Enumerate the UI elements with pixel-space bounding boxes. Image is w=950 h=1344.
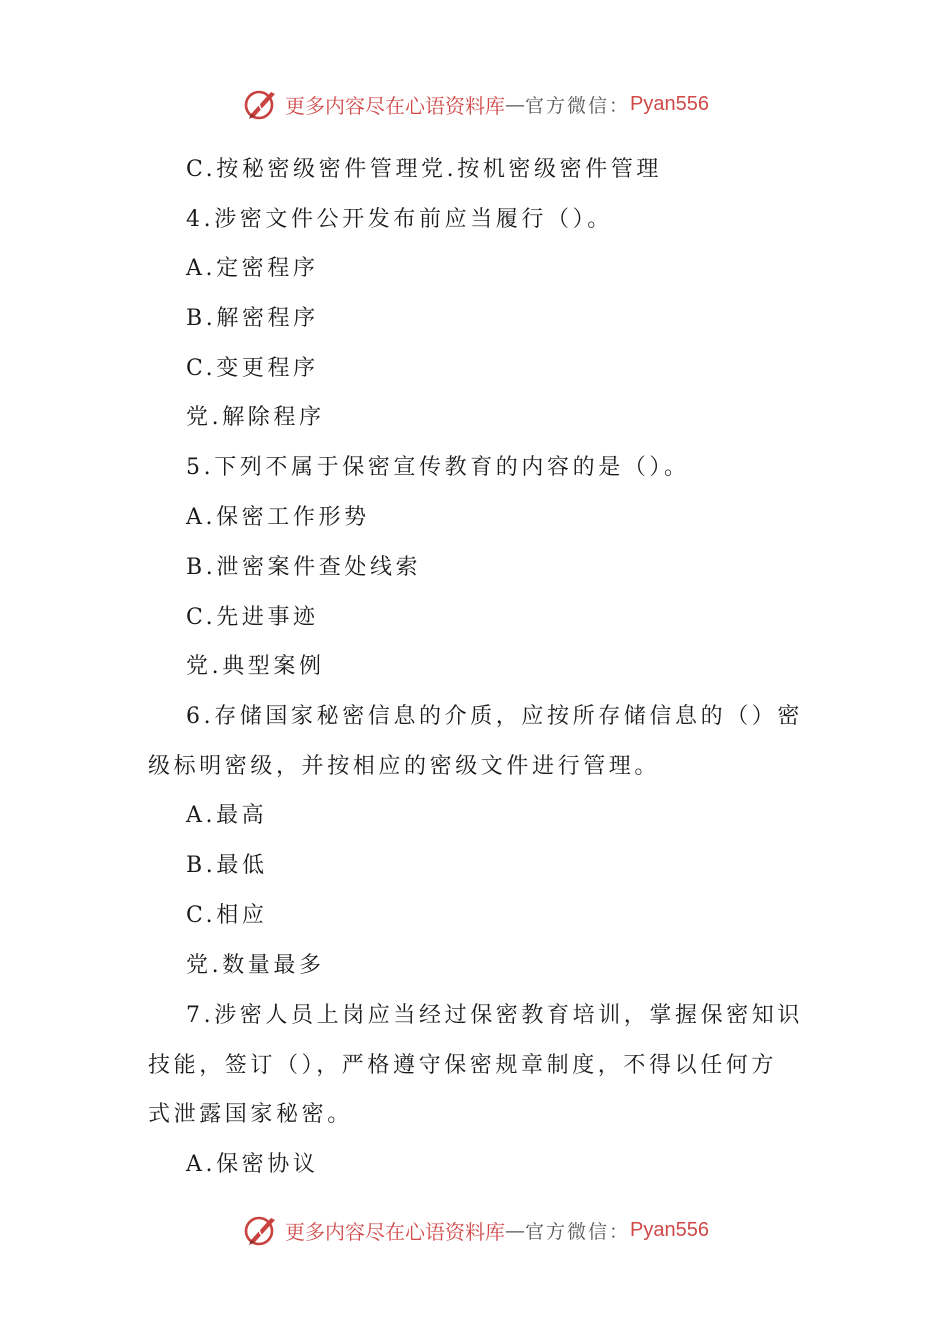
watermark-main-text: 更多内容尽在心语资料库	[285, 93, 505, 118]
option-line: A.保密工作形势	[186, 505, 370, 530]
watermark-wechat-id: Pyan556	[630, 1218, 709, 1241]
watermark-separator: —	[505, 1218, 525, 1242]
question-line-continued: 式泄露国家秘密。	[148, 1102, 353, 1127]
question-line-continued: 级标明密级，并按相应的密级文件进行管理。	[148, 754, 661, 779]
option-line: B.泄密案件查处线索	[186, 555, 422, 580]
watermark-separator: —	[505, 92, 525, 116]
option-line: C.变更程序	[186, 356, 319, 381]
option-line: B.解密程序	[186, 306, 319, 331]
pen-logo-icon	[241, 1210, 281, 1250]
question-line: 5.下列不属于保密宣传教育的内容的是（）。	[186, 455, 690, 480]
option-line: B.最低	[186, 853, 268, 878]
watermark-wechat-label: 官方微信：	[525, 94, 631, 117]
option-line: C.先进事迹	[186, 605, 319, 630]
option-line: 党.解除程序	[186, 405, 325, 430]
option-line: 党.数量最多	[186, 953, 325, 978]
pen-logo-icon	[241, 84, 281, 124]
watermark-wechat-id: Pyan556	[630, 92, 709, 115]
watermark-wechat-label: 官方微信：	[525, 1220, 631, 1243]
header-watermark	[0, 82, 950, 126]
option-line: C.按秘密级密件管理党.按机密级密件管理	[186, 157, 663, 182]
option-line: C.相应	[186, 903, 268, 928]
question-line-continued: 技能，签订（），严格遵守保密规章制度，不得以任何方	[148, 1053, 778, 1078]
question-line: 6.存储国家秘密信息的介质，应按所存储信息的（）密	[186, 704, 803, 729]
option-line: 党.典型案例	[186, 654, 325, 679]
question-line: 4.涉密文件公开发布前应当履行（）。	[186, 207, 613, 232]
question-line: 7.涉密人员上岗应当经过保密教育培训，掌握保密知识	[186, 1003, 803, 1028]
watermark-main-text: 更多内容尽在心语资料库	[285, 1219, 505, 1244]
option-line: A.保密协议	[186, 1152, 319, 1177]
option-line: A.定密程序	[186, 256, 319, 281]
option-line: A.最高	[186, 803, 268, 828]
footer-watermark	[0, 1208, 950, 1252]
